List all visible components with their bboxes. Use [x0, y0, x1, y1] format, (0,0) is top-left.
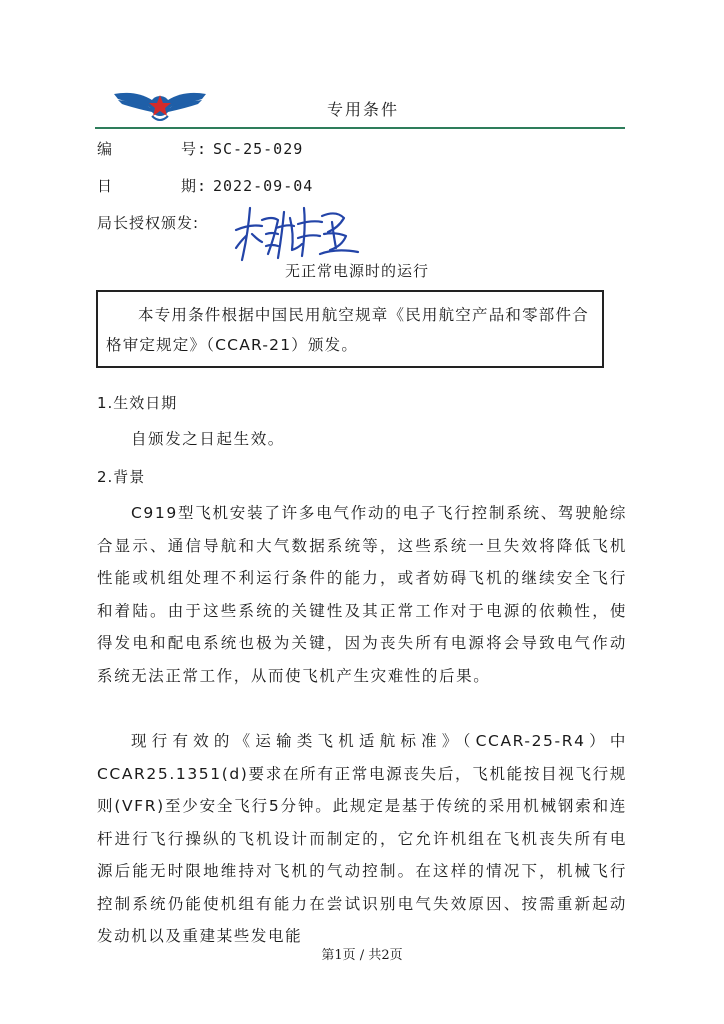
- number-value: SC-25-029: [213, 140, 304, 158]
- header-title: 专用条件: [327, 100, 400, 119]
- issuance-notice-box: [96, 290, 604, 368]
- caac-wings-logo: [112, 86, 208, 126]
- section-2-paragraph-1: C919型飞机安装了许多电气作动的电子飞行控制系统、驾驶舱综合显示、通信导航和大气数据系统等，这些系统一旦失效将降低飞机性能或机组处理不利运行条件的能力，或者妨碍飞机的继续安全飞行和着陆。由于这些系统的关键性及其正常工作对于电源的依赖性，使得发电和配电系统也极为关键，因为丧失所有电源将会导致电气作动系统无法正常工作，从而使飞机产生灾难性的后果。: [97, 504, 627, 685]
- section-2-heading: 2.背景: [97, 468, 146, 486]
- header-divider: [95, 127, 625, 129]
- issuance-notice: 本专用条件根据中国民用航空规章《民用航空产品和零部件合格审定规定》（CCAR-21）颁发。: [106, 306, 589, 354]
- handwritten-signature: [232, 198, 362, 266]
- page-number: 第1页 / 共2页: [321, 948, 403, 963]
- date-value: 2022-09-04: [213, 177, 314, 195]
- section-2-paragraph-2: 现行有效的《运输类飞机适航标准》（CCAR-25-R4）中CCAR25.1351(d)要求在所有正常电源丧失后，飞机能按目视飞行规则(VFR)至少安全飞行5分钟。此规定是基于传统的采用机械钢索和连杆进行飞行操纵的飞机设计而制定的，它允许机组在飞机丧失所有电源后能无时限地维持对飞机的气动控制。在这样的情况下，机械飞行控制系统仍能使机组有能力在尝试识别电气失效原因、按需重新起动发动机以及重建某些发电能: [97, 732, 627, 945]
- section-1-heading: 1.生效日期: [97, 394, 178, 412]
- document-title: 无正常电源时的运行: [285, 262, 430, 280]
- section-1-text: 自颁发之日起生效。: [131, 430, 285, 448]
- number-label: 编 号:: [97, 140, 207, 158]
- date-label: 日 期:: [97, 177, 207, 195]
- authorized-label: 局长授权颁发:: [97, 214, 200, 232]
- number-row: [97, 138, 303, 159]
- date-row: [97, 175, 313, 196]
